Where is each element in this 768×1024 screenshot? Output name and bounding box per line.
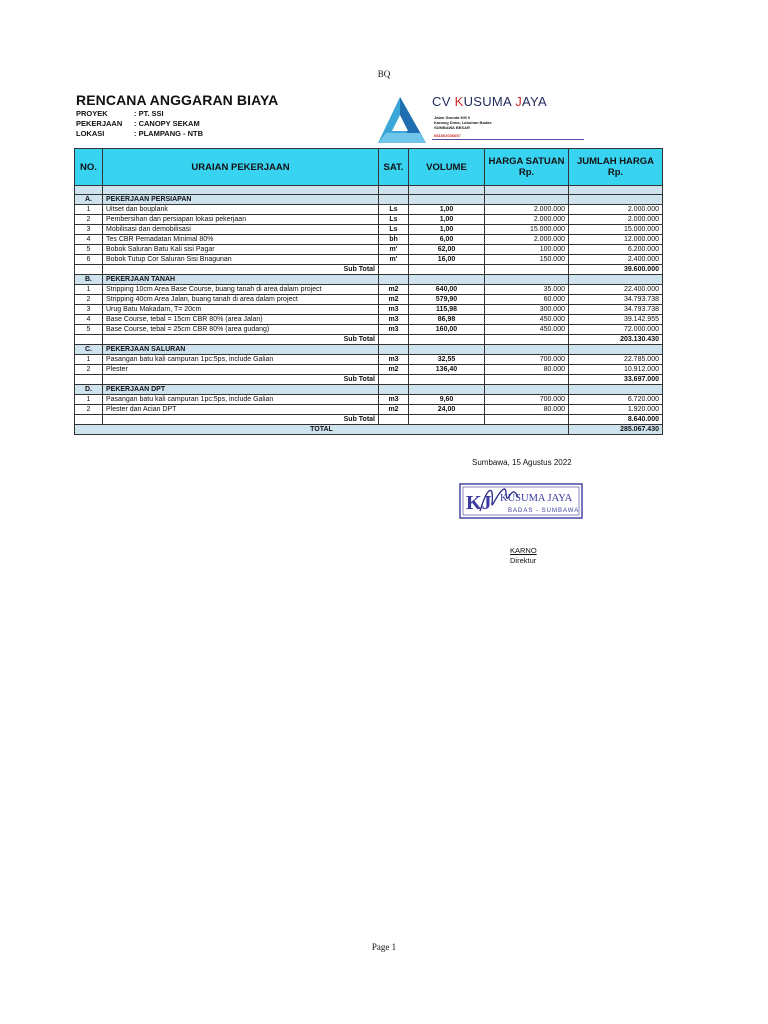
item-volume: 640,00 bbox=[409, 285, 485, 295]
item-jumlah: 2.000.000 bbox=[569, 205, 663, 215]
item-volume: 32,55 bbox=[409, 355, 485, 365]
header-sat: SAT. bbox=[379, 149, 409, 186]
item-uraian: Urug Batu Makadam, T= 20cm bbox=[103, 305, 379, 315]
subtotal-cell bbox=[379, 335, 409, 345]
company-name bbox=[432, 94, 547, 109]
subtotal-label: Sub Total bbox=[103, 335, 379, 345]
item-no: 1 bbox=[75, 395, 103, 405]
item-sat: m3 bbox=[379, 325, 409, 335]
subtotal-cell bbox=[409, 335, 485, 345]
item-uraian: Base Course, tebal = 15cm CBR 80% (area Jalan) bbox=[103, 315, 379, 325]
signatory-role: Direktur bbox=[510, 556, 537, 565]
signature-date: Sumbawa, 15 Agustus 2022 bbox=[472, 458, 572, 467]
item-harga: 2.000.000 bbox=[485, 215, 569, 225]
subtotal-value: 8.640.000 bbox=[569, 415, 663, 425]
company-name-j: J bbox=[515, 94, 523, 109]
section-cell bbox=[379, 345, 409, 355]
table-body bbox=[75, 186, 663, 435]
subtotal-value: 39.600.000 bbox=[569, 265, 663, 275]
total-row bbox=[75, 425, 663, 435]
item-no: 4 bbox=[75, 315, 103, 325]
item-volume: 24,00 bbox=[409, 405, 485, 415]
item-volume: 1,00 bbox=[409, 225, 485, 235]
subtotal-label: Sub Total bbox=[103, 415, 379, 425]
item-harga: 60.000 bbox=[485, 295, 569, 305]
section-cell bbox=[569, 195, 663, 205]
item-uraian: Base Course, tebal = 25cm CBR 80% (area gudang) bbox=[103, 325, 379, 335]
section-code: C. bbox=[75, 345, 103, 355]
item-uraian: Stripping 40cm Area Jalan, buang tanah di area dalam project bbox=[103, 295, 379, 305]
item-uraian: Pasangan batu kali campuran 1pc:5ps, include Galian bbox=[103, 355, 379, 365]
header-no: NO. bbox=[75, 149, 103, 186]
document-title: RENCANA ANGGARAN BIAYA bbox=[76, 92, 279, 108]
blank-cell bbox=[75, 186, 103, 195]
section-row bbox=[75, 385, 663, 395]
section-cell bbox=[485, 195, 569, 205]
signatory-name: KARNO bbox=[510, 546, 537, 555]
subtotal-cell bbox=[75, 335, 103, 345]
company-name-k: K bbox=[454, 94, 464, 109]
item-uraian: Stripping 10cm Area Base Course, buang tanah di area dalam project bbox=[103, 285, 379, 295]
section-cell bbox=[379, 275, 409, 285]
subtotal-cell bbox=[379, 415, 409, 425]
item-harga: 100.000 bbox=[485, 245, 569, 255]
item-volume: 160,00 bbox=[409, 325, 485, 335]
item-harga: 450.000 bbox=[485, 325, 569, 335]
table-row bbox=[75, 355, 663, 365]
section-name: PEKERJAAN DPT bbox=[103, 385, 379, 395]
header-uraian: URAIAN PEKERJAAN bbox=[103, 149, 379, 186]
subtotal-cell bbox=[379, 265, 409, 275]
item-harga: 2.000.000 bbox=[485, 205, 569, 215]
item-uraian: Pasangan batu kali campuran 1pc:5ps, include Galian bbox=[103, 395, 379, 405]
section-cell bbox=[485, 345, 569, 355]
section-code: B. bbox=[75, 275, 103, 285]
item-no: 6 bbox=[75, 255, 103, 265]
subtotal-label: Sub Total bbox=[103, 265, 379, 275]
item-sat: m3 bbox=[379, 305, 409, 315]
item-no: 2 bbox=[75, 365, 103, 375]
company-name-prefix: CV bbox=[432, 94, 455, 109]
item-sat: m3 bbox=[379, 355, 409, 365]
item-volume: 136,40 bbox=[409, 365, 485, 375]
item-harga: 35.000 bbox=[485, 285, 569, 295]
blank-cell bbox=[103, 186, 379, 195]
item-uraian: Plester dan Acian DPT bbox=[103, 405, 379, 415]
subtotal-cell bbox=[75, 375, 103, 385]
table-row bbox=[75, 405, 663, 415]
table-row bbox=[75, 295, 663, 305]
item-uraian: Bobok Tutup Cor Saluran Sisi Bnagunan bbox=[103, 255, 379, 265]
item-volume: 9,60 bbox=[409, 395, 485, 405]
subtotal-cell bbox=[485, 415, 569, 425]
table-row bbox=[75, 365, 663, 375]
company-phone: 081802036657 bbox=[434, 133, 461, 138]
item-no: 5 bbox=[75, 325, 103, 335]
section-row bbox=[75, 345, 663, 355]
meta-label: PEKERJAAN bbox=[76, 119, 123, 128]
item-volume: 86,98 bbox=[409, 315, 485, 325]
section-cell bbox=[485, 385, 569, 395]
item-sat: Ls bbox=[379, 205, 409, 215]
section-cell bbox=[569, 345, 663, 355]
subtotal-row bbox=[75, 265, 663, 275]
item-harga: 150.000 bbox=[485, 255, 569, 265]
item-uraian: Uitset dan bouplank bbox=[103, 205, 379, 215]
item-uraian: Tes CBR Pemadatan Minimal 80% bbox=[103, 235, 379, 245]
blank-cell bbox=[409, 186, 485, 195]
subtotal-cell bbox=[379, 375, 409, 385]
company-address-line: Jalan Garuda KM 0 bbox=[434, 115, 471, 120]
section-name: PEKERJAAN TANAH bbox=[103, 275, 379, 285]
section-name: PEKERJAAN SALURAN bbox=[103, 345, 379, 355]
total-label: TOTAL bbox=[75, 425, 569, 435]
section-code: D. bbox=[75, 385, 103, 395]
item-harga: 700.000 bbox=[485, 395, 569, 405]
header-volume: VOLUME bbox=[409, 149, 485, 186]
item-jumlah: 22.400.000 bbox=[569, 285, 663, 295]
table-row bbox=[75, 235, 663, 245]
subtotal-value: 33.697.000 bbox=[569, 375, 663, 385]
section-cell bbox=[379, 385, 409, 395]
blank-cell bbox=[379, 186, 409, 195]
subtotal-cell bbox=[75, 265, 103, 275]
subtotal-cell bbox=[485, 335, 569, 345]
section-cell bbox=[409, 345, 485, 355]
section-cell bbox=[569, 275, 663, 285]
item-no: 5 bbox=[75, 245, 103, 255]
item-sat: m' bbox=[379, 245, 409, 255]
subtotal-cell bbox=[409, 415, 485, 425]
table-row bbox=[75, 325, 663, 335]
table-row bbox=[75, 305, 663, 315]
item-no: 4 bbox=[75, 235, 103, 245]
item-harga: 2.000.000 bbox=[485, 235, 569, 245]
item-sat: m' bbox=[379, 255, 409, 265]
meta-proyek bbox=[76, 109, 164, 119]
subtotal-cell bbox=[485, 375, 569, 385]
item-harga: 700.000 bbox=[485, 355, 569, 365]
section-cell bbox=[379, 195, 409, 205]
item-harga: 300.000 bbox=[485, 305, 569, 315]
table-row bbox=[75, 215, 663, 225]
item-volume: 6,00 bbox=[409, 235, 485, 245]
item-jumlah: 10.912.000 bbox=[569, 365, 663, 375]
item-jumlah: 6.200.000 bbox=[569, 245, 663, 255]
subtotal-label: Sub Total bbox=[103, 375, 379, 385]
item-volume: 115,98 bbox=[409, 305, 485, 315]
section-cell bbox=[409, 275, 485, 285]
section-cell bbox=[569, 385, 663, 395]
total-value: 285.067.430 bbox=[569, 425, 663, 435]
item-sat: m2 bbox=[379, 295, 409, 305]
item-sat: Ls bbox=[379, 215, 409, 225]
table-row bbox=[75, 205, 663, 215]
item-sat: bh bbox=[379, 235, 409, 245]
item-no: 1 bbox=[75, 355, 103, 365]
table-row bbox=[75, 225, 663, 235]
page-number: Page 1 bbox=[371, 942, 397, 952]
company-address-line: Kanang Dima, Labuhan Badas bbox=[434, 120, 492, 125]
item-uraian: Plester bbox=[103, 365, 379, 375]
item-volume: 16,00 bbox=[409, 255, 485, 265]
document-code: BQ bbox=[377, 69, 391, 79]
item-no: 2 bbox=[75, 405, 103, 415]
budget-table bbox=[74, 148, 663, 435]
logo-divider bbox=[432, 139, 584, 140]
item-sat: Ls bbox=[379, 225, 409, 235]
subtotal-value: 203.130.430 bbox=[569, 335, 663, 345]
item-harga: 15.000.000 bbox=[485, 225, 569, 235]
section-code: A. bbox=[75, 195, 103, 205]
subtotal-row bbox=[75, 375, 663, 385]
section-cell bbox=[409, 385, 485, 395]
company-name-end: AYA bbox=[522, 94, 548, 109]
subtotal-cell bbox=[75, 415, 103, 425]
meta-value: : PLAMPANG - NTB bbox=[134, 129, 204, 138]
item-no: 2 bbox=[75, 215, 103, 225]
table-row bbox=[75, 255, 663, 265]
meta-lokasi bbox=[76, 129, 203, 139]
item-jumlah: 34.793.738 bbox=[569, 305, 663, 315]
blank-row bbox=[75, 186, 663, 195]
item-no: 3 bbox=[75, 305, 103, 315]
subtotal-cell bbox=[485, 265, 569, 275]
stamp-sub: BADAS - SUMBAWA bbox=[508, 508, 580, 514]
blank-cell bbox=[569, 186, 663, 195]
section-row bbox=[75, 275, 663, 285]
meta-label: LOKASI bbox=[76, 129, 105, 138]
section-cell bbox=[485, 275, 569, 285]
item-volume: 579,90 bbox=[409, 295, 485, 305]
company-name-mid: USUMA bbox=[463, 94, 516, 109]
table-row bbox=[75, 245, 663, 255]
item-jumlah: 2.400.000 bbox=[569, 255, 663, 265]
item-harga: 80.000 bbox=[485, 405, 569, 415]
item-sat: m3 bbox=[379, 315, 409, 325]
item-jumlah: 1.920.000 bbox=[569, 405, 663, 415]
item-no: 1 bbox=[75, 205, 103, 215]
item-harga: 80.000 bbox=[485, 365, 569, 375]
item-uraian: Mobilisasi dan demobilisasi bbox=[103, 225, 379, 235]
header-jumlah-harga: JUMLAH HARGA Rp. bbox=[569, 149, 663, 186]
item-sat: m2 bbox=[379, 285, 409, 295]
item-no: 2 bbox=[75, 295, 103, 305]
table-row bbox=[75, 395, 663, 405]
item-volume: 1,00 bbox=[409, 215, 485, 225]
subtotal-row bbox=[75, 415, 663, 425]
company-stamp bbox=[458, 481, 584, 523]
item-no: 3 bbox=[75, 225, 103, 235]
item-jumlah: 34.793.738 bbox=[569, 295, 663, 305]
meta-label: PROYEK bbox=[76, 109, 108, 118]
section-cell bbox=[409, 195, 485, 205]
item-jumlah: 15.000.000 bbox=[569, 225, 663, 235]
meta-value: : PT. SSI bbox=[134, 109, 164, 118]
company-address-line: SUMBAWA BESAR bbox=[434, 125, 470, 130]
table-header-row bbox=[75, 149, 663, 186]
table-row bbox=[75, 285, 663, 295]
subtotal-cell bbox=[409, 375, 485, 385]
blank-cell bbox=[485, 186, 569, 195]
section-row bbox=[75, 195, 663, 205]
header-harga-satuan: HARGA SATUAN Rp. bbox=[485, 149, 569, 186]
item-volume: 62,00 bbox=[409, 245, 485, 255]
item-jumlah: 2.000.000 bbox=[569, 215, 663, 225]
subtotal-cell bbox=[409, 265, 485, 275]
meta-value: : CANOPY SEKAM bbox=[134, 119, 200, 128]
item-uraian: Bobok Saluran Batu Kali sisi Pagar bbox=[103, 245, 379, 255]
section-name: PEKERJAAN PERSIAPAN bbox=[103, 195, 379, 205]
item-sat: m3 bbox=[379, 395, 409, 405]
table-row bbox=[75, 315, 663, 325]
stamp-text: KUSUMA JAYA bbox=[500, 493, 573, 504]
item-volume: 1,00 bbox=[409, 205, 485, 215]
item-jumlah: 6.720.000 bbox=[569, 395, 663, 405]
meta-pekerjaan bbox=[76, 119, 200, 129]
stamp-initials: KJ bbox=[466, 492, 492, 514]
item-sat: m2 bbox=[379, 365, 409, 375]
item-jumlah: 39.142.955 bbox=[569, 315, 663, 325]
item-no: 1 bbox=[75, 285, 103, 295]
item-sat: m2 bbox=[379, 405, 409, 415]
item-harga: 450.000 bbox=[485, 315, 569, 325]
item-jumlah: 72.000.000 bbox=[569, 325, 663, 335]
item-jumlah: 12.000.000 bbox=[569, 235, 663, 245]
item-uraian: Pembersihan dan persiapan lokasi pekerjaan bbox=[103, 215, 379, 225]
subtotal-row bbox=[75, 335, 663, 345]
item-jumlah: 22.785.000 bbox=[569, 355, 663, 365]
